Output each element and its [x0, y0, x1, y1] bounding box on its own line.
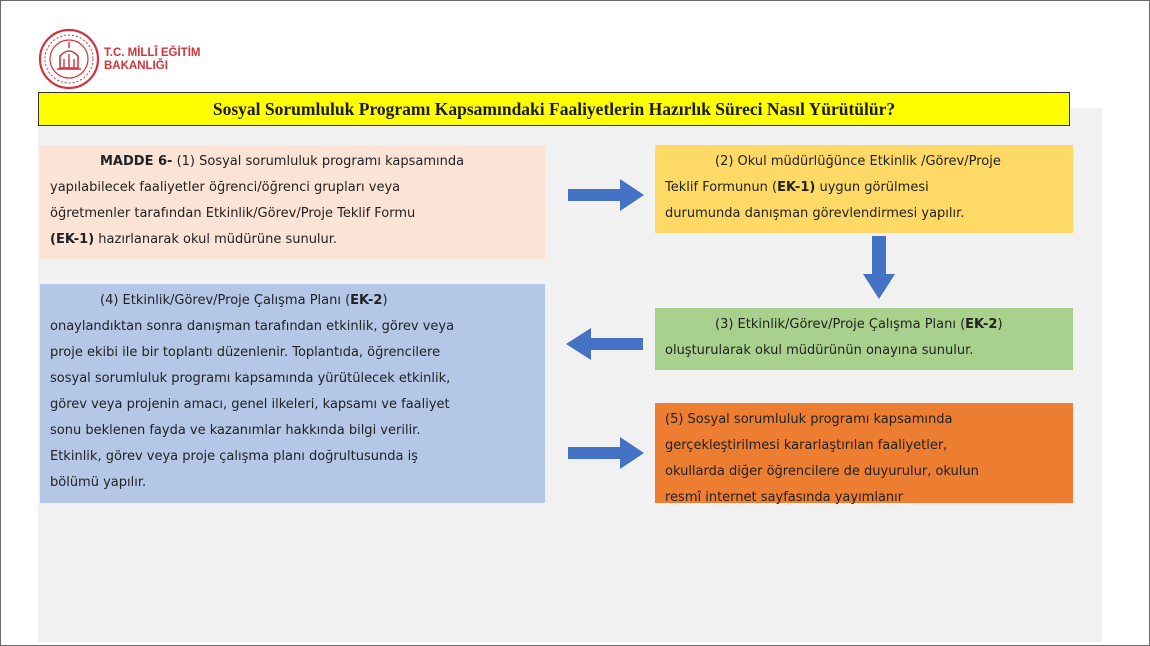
meb-emblem-icon — [38, 28, 100, 90]
step-4-line-2: onaylandıktan sonra danışman tarafından etkinlik, görev veya — [50, 319, 455, 334]
step-5-line-4: resmî internet sayfasında yayımlanır — [665, 490, 904, 505]
step-3-line-1: (3) Etkinlik/Görev/Proje Çalışma Planı (EK-2) — [715, 317, 1003, 332]
logo-line-1: T.C. MİLLÎ EĞİTİM — [104, 47, 201, 59]
step-5-box — [655, 403, 1073, 503]
step-1-box — [40, 145, 545, 259]
step-1-line-3: öğretmenler tarafından Etkinlik/Görev/Proje Teklif Formu — [50, 206, 416, 221]
step-4-line-1: (4) Etkinlik/Görev/Proje Çalışma Planı (EK-2) — [100, 293, 388, 308]
step-4-line-4: sosyal sorumluluk programı kapsamında yürütülecek etkinlik, — [50, 371, 451, 386]
arrow-right-icon — [568, 436, 646, 470]
step-1-line-1: MADDE 6- (1) Sosyal sorumluluk programı kapsamında — [100, 154, 465, 169]
arrow-down-icon — [862, 236, 896, 300]
step-4-line-8: bölümü yapılır. — [50, 475, 147, 490]
step-4-line-5: görev veya projenin amacı, genel ilkeleri, kapsamı ve faaliyet — [50, 397, 450, 412]
step-2-box — [655, 145, 1073, 233]
step-4-line-3: proje ekibi ile bir toplantı düzenlenir. Toplantıda, öğrencilere — [50, 345, 441, 360]
ministry-logo-text — [104, 47, 200, 73]
step-3-box — [655, 308, 1073, 370]
step-1-line-4: (EK-1) hazırlanarak okul müdürüne sunulur. — [50, 232, 338, 247]
step-4-line-6: sonu beklenen fayda ve kazanımlar hakkında bilgi verilir. — [50, 423, 421, 438]
arrow-left-icon — [565, 327, 643, 361]
step-5-line-3: okullarda diğer öğrencilere de duyurulur, okulun — [665, 464, 979, 479]
step-1-line-2: yapılabilecek faaliyetler öğrenci/öğrenci grupları veya — [50, 180, 401, 195]
step-5-line-2: gerçekleştirilmesi kararlaştırılan faaliyetler, — [665, 438, 948, 453]
arrow-right-icon — [568, 178, 646, 212]
step-4-box — [40, 284, 545, 503]
step-2-line-3: durumunda danışman görevlendirmesi yapılır. — [665, 206, 965, 221]
step-5-line-1: (5) Sosyal sorumluluk programı kapsamında — [665, 412, 953, 427]
step-3-line-2: oluşturularak okul müdürünün onayına sunulur. — [665, 343, 974, 358]
step-2-line-2: Teklif Formunun (EK-1) uygun görülmesi — [665, 180, 929, 195]
step-4-line-7: Etkinlik, görev veya proje çalışma planı doğrultusunda iş — [50, 449, 418, 464]
madde-label: MADDE 6- — [100, 154, 173, 169]
logo-line-2: BAKANLIĞI — [104, 60, 168, 72]
step-2-line-1: (2) Okul müdürlüğünce Etkinlik /Görev/Proje — [715, 154, 1001, 169]
page-title: Sosyal Sorumluluk Programı Kapsamındaki Faaliyetlerin Hazırlık Süreci Nasıl Yürütülür? — [38, 92, 1070, 126]
